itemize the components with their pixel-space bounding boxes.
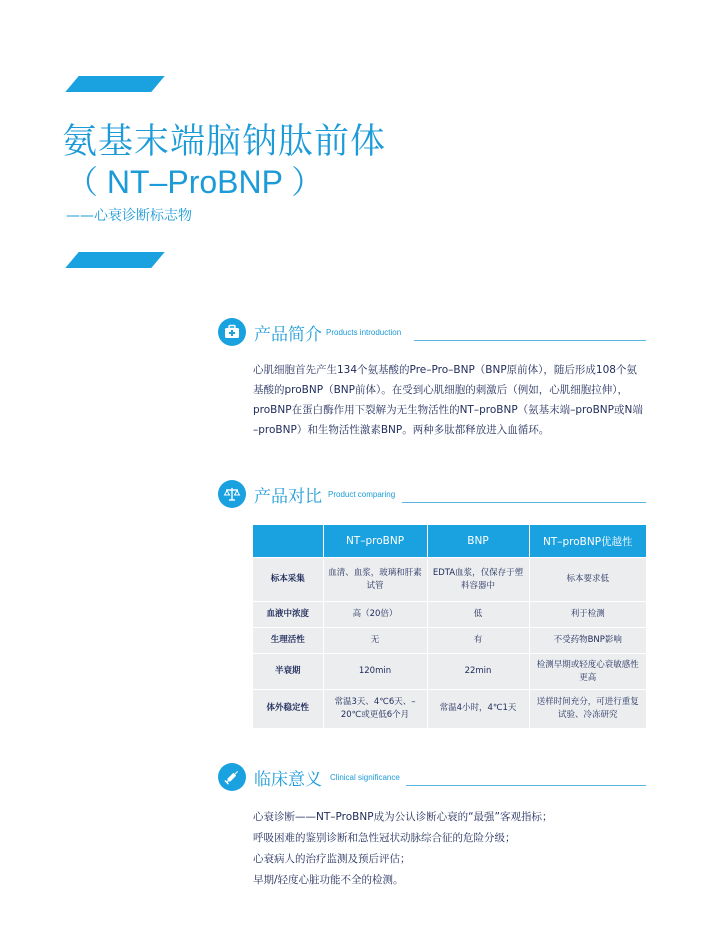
table-cell: 无 <box>323 628 427 654</box>
syringe-icon <box>218 763 246 791</box>
intro-line: 基酸的proBNP（BNP前体）。在受到心肌细胞的刺激后（例如，心肌细胞拉伸）， <box>253 384 628 396</box>
balance-scale-icon <box>218 480 246 508</box>
table-cell: 有 <box>427 628 529 654</box>
table-cell: 低 <box>427 602 529 628</box>
table-header-cell: NT–proBNP <box>323 525 427 558</box>
table-row <box>253 558 646 602</box>
section-subtitle: Product comparing <box>328 490 396 499</box>
clinical-item: 呼吸困难的鉴别诊断和急性冠状动脉综合征的危险分级； <box>253 832 516 844</box>
section-subtitle: Clinical significance <box>330 773 400 782</box>
clinical-item: 心衰病人的治疗监测及预后评估； <box>253 853 411 865</box>
row-label: 生理活性 <box>253 628 323 654</box>
bottom-accent-stripe <box>65 252 164 268</box>
row-label: 标本采集 <box>253 558 323 602</box>
table-row <box>253 628 646 654</box>
section-divider <box>414 340 646 341</box>
table-header-cell <box>253 525 323 558</box>
table-cell: 常温4小时，4℃1天 <box>427 690 529 728</box>
page-subtitle: （ NT–ProBNP ） <box>66 164 324 200</box>
table-cell: 120min <box>323 654 427 690</box>
section-header-intro <box>218 318 646 348</box>
section-title: 临床意义 <box>254 770 322 790</box>
table-cell: EDTA血浆，仅保存于塑料容器中 <box>427 558 529 602</box>
section-header-clinical <box>218 763 646 793</box>
table-cell: 利于检测 <box>529 602 646 628</box>
table-cell: 血清、血浆，玻璃和肝素试管 <box>323 558 427 602</box>
clinical-item: 心衰诊断——NT–ProBNP成为公认诊断心衰的“最强”客观指标； <box>253 811 553 823</box>
row-label: 体外稳定性 <box>253 690 323 728</box>
intro-line: –proBNP）和生物活性激素BNP。两种多肽都释放进入血循环。 <box>253 424 550 436</box>
table-cell: 送样时间充分，可进行重复试验、冷冻研究 <box>529 690 646 728</box>
table-row <box>253 690 646 728</box>
section-divider <box>402 502 646 503</box>
table-cell: 不受药物BNP影响 <box>529 628 646 654</box>
top-accent-stripe <box>65 76 164 92</box>
section-title: 产品简介 <box>254 325 322 345</box>
section-header-comparison <box>218 480 646 510</box>
section-divider <box>406 785 646 786</box>
table-header-row <box>253 525 646 558</box>
intro-line: proBNP在蛋白酶作用下裂解为无生物活性的NT–proBNP（氨基末端–proBNP或N端 <box>253 404 643 416</box>
section-subtitle: Products introduction <box>326 328 402 337</box>
clinical-list <box>253 807 552 891</box>
table-row <box>253 654 646 690</box>
table-cell: 22min <box>427 654 529 690</box>
row-label: 血液中浓度 <box>253 602 323 628</box>
clinical-item: 早期/轻度心脏功能不全的检测。 <box>253 874 404 886</box>
table-header-cell: NT–proBNP优越性 <box>529 525 646 558</box>
page-tagline: ——心衰诊断标志物 <box>66 208 192 224</box>
row-label: 半衰期 <box>253 654 323 690</box>
medical-kit-icon <box>218 318 246 346</box>
table-cell: 常温3天、4℃6天、–20℃或更低6个月 <box>323 690 427 728</box>
intro-paragraph <box>253 360 653 440</box>
table-cell: 标本要求低 <box>529 558 646 602</box>
comparison-table <box>253 525 646 728</box>
page-title: 氨基末端脑钠肽前体 <box>62 122 387 162</box>
table-header-cell: BNP <box>427 525 529 558</box>
table-cell: 高（20倍） <box>323 602 427 628</box>
section-title: 产品对比 <box>254 487 322 507</box>
table-cell: 检测早期或轻度心衰敏感性更高 <box>529 654 646 690</box>
intro-line: 心肌细胞首先产生134个氨基酸的Pre–Pro–BNP（BNP原前体），随后形成108个氨 <box>253 364 637 376</box>
table-row <box>253 602 646 628</box>
